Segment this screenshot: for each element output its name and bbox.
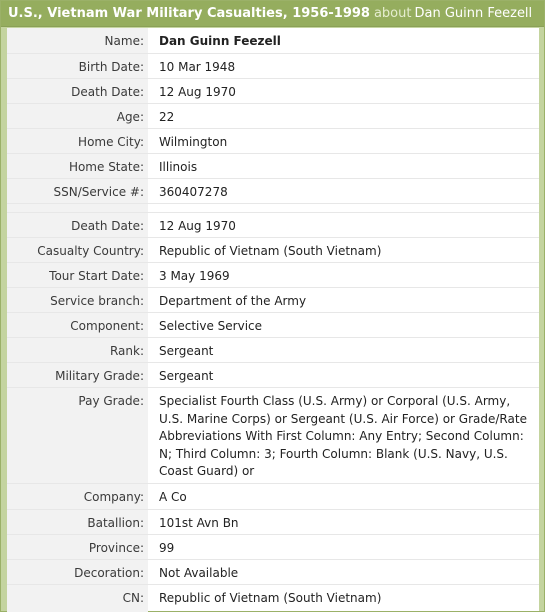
field-label: Casualty Country: xyxy=(7,238,148,263)
field-value: Republic of Vietnam (South Vietnam) xyxy=(159,244,382,258)
field-value: 3 May 1969 xyxy=(159,269,230,283)
field-label: Decoration: xyxy=(7,560,148,585)
field-label: Death Date: xyxy=(7,79,148,104)
field-row-company xyxy=(7,483,539,510)
field-label: CN: xyxy=(7,585,148,612)
field-value: 12 Aug 1970 xyxy=(159,85,236,99)
field-row-tour-start-date xyxy=(7,262,539,288)
field-row-pay-grade xyxy=(7,387,539,484)
record-table xyxy=(7,28,539,611)
field-label: Home City: xyxy=(7,129,148,154)
field-row-home-state xyxy=(7,153,539,179)
person-name-header: Dan Guinn Feezell xyxy=(414,6,533,21)
field-label: Batallion: xyxy=(7,510,148,535)
field-value: 22 xyxy=(159,110,175,124)
field-value: Specialist Fourth Class (U.S. Army) or Corporal (U.S. Army, U.S. Marine Corps) or Sergeant (U.S. Air Force) or Grade/Rate Abbreviations With First Column: Any Entry; Second Column: N; Third Column: 3; Fourth Column: Blank (U.S. Navy, U.S. Coast Guard) or xyxy=(159,394,527,478)
field-row-ssn xyxy=(7,178,539,204)
field-label: Name: xyxy=(7,28,148,53)
field-row-batallion xyxy=(7,509,539,535)
field-value: Department of the Army xyxy=(159,294,307,308)
field-value: 99 xyxy=(159,541,175,555)
collection-title[interactable]: U.S., Vietnam War Military Casualties, 1956-1998 xyxy=(8,6,370,21)
field-value: Not Available xyxy=(159,566,239,580)
field-row-rank xyxy=(7,337,539,363)
record-title-bar xyxy=(1,1,544,27)
field-value: Sergeant xyxy=(159,344,214,358)
field-row-decoration xyxy=(7,559,539,585)
field-row-name xyxy=(7,28,539,53)
field-value: 360407278 xyxy=(159,185,228,199)
field-label: Company: xyxy=(7,484,148,510)
field-value: Sergeant xyxy=(159,369,214,383)
field-row-casualty-country xyxy=(7,237,539,263)
field-label: Tour Start Date: xyxy=(7,263,148,288)
field-label: Pay Grade: xyxy=(7,388,148,484)
field-value: 101st Avn Bn xyxy=(159,516,239,530)
field-label: Home State: xyxy=(7,154,148,179)
field-value: 12 Aug 1970 xyxy=(159,219,236,233)
field-label: Military Grade: xyxy=(7,363,148,388)
field-value: Republic of Vietnam (South Vietnam) xyxy=(159,591,382,605)
about-text: about xyxy=(373,6,412,21)
field-label: Birth Date: xyxy=(7,54,148,79)
field-label: Age: xyxy=(7,104,148,129)
field-row-component xyxy=(7,312,539,338)
field-value: Illinois xyxy=(159,160,198,174)
field-row-death-date xyxy=(7,78,539,104)
field-row-home-city xyxy=(7,128,539,154)
field-value: 10 Mar 1948 xyxy=(159,60,236,74)
field-label: SSN/Service #: xyxy=(7,179,148,204)
field-value: A Co xyxy=(159,490,187,504)
field-row-age xyxy=(7,103,539,129)
field-label: Death Date: xyxy=(7,213,148,238)
field-row-service-branch xyxy=(7,287,539,313)
field-row-birth-date xyxy=(7,53,539,79)
field-row-military-grade xyxy=(7,362,539,388)
field-value: Selective Service xyxy=(159,319,263,333)
field-label: Province: xyxy=(7,535,148,560)
field-row-death-date-2 xyxy=(7,212,539,238)
field-value: Wilmington xyxy=(159,135,228,149)
field-label: Component: xyxy=(7,313,148,338)
field-value: Dan Guinn Feezell xyxy=(159,34,281,48)
field-row-cn xyxy=(7,584,539,612)
field-label: Service branch: xyxy=(7,288,148,313)
field-row-province xyxy=(7,534,539,560)
field-label: Rank: xyxy=(7,338,148,363)
